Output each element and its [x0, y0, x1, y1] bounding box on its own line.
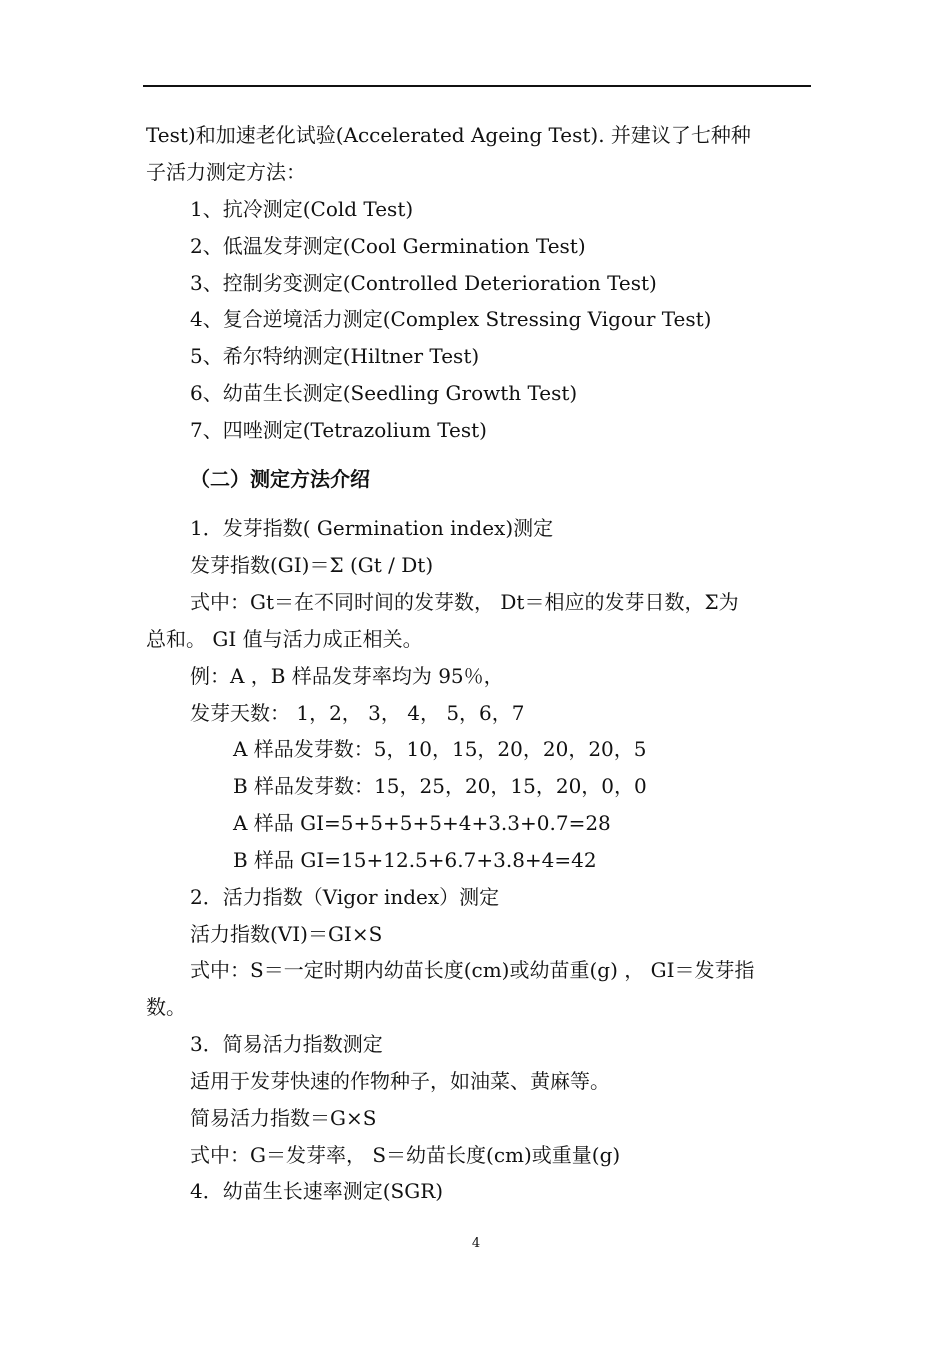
method-item-cold-test: 1、抗冷测定(Cold Test)	[190, 197, 414, 221]
simple-vi-title: 3．简易活力指数测定	[190, 1032, 383, 1056]
gi-sample-b-counts: B 样品发芽数：15，25，20，15，20，0，0	[233, 774, 647, 798]
sgr-title: 4．幼苗生长速率测定(SGR)	[190, 1179, 444, 1203]
page-number: 4	[471, 1236, 481, 1251]
gi-note-line-2: 总和。 GI 值与活力成正相关。	[146, 627, 423, 651]
vi-formula: 活力指数(VI)＝GI×S	[190, 922, 383, 946]
gi-sample-a-result: A 样品 GI=5+5+5+5+4+3.3+0.7=28	[233, 811, 611, 835]
gi-formula: 发芽指数(GI)＝Σ (Gt / Dt)	[190, 553, 434, 577]
gi-sample-b-result: B 样品 GI=15+12.5+6.7+3.8+4=42	[233, 848, 597, 872]
intro-line-2: 子活力测定方法：	[146, 160, 306, 184]
vi-title: 2．活力指数（Vigor index）测定	[190, 885, 500, 909]
simple-vi-note: 式中：G＝发芽率， S＝幼苗长度(cm)或重量(g)	[190, 1143, 621, 1167]
simple-vi-applicability: 适用于发芽快速的作物种子，如油菜、黄麻等。	[190, 1069, 610, 1093]
section-heading: （二）测定方法介绍	[190, 467, 370, 491]
method-item-seedling-growth-test: 6、幼苗生长测定(Seedling Growth Test)	[190, 381, 578, 405]
gi-example: 例：A ，B 样品发芽率均为 95％，	[190, 664, 504, 688]
gi-note-line-1: 式中：Gt＝在不同时间的发芽数， Dt＝相应的发芽日数，Σ为	[190, 590, 739, 614]
method-item-complex-stressing-vigour-test: 4、复合逆境活力测定(Complex Stressing Vigour Test)	[190, 307, 712, 331]
vi-note-line-2: 数。	[146, 995, 186, 1019]
gi-title: 1．发芽指数( Germination index)测定	[190, 516, 554, 540]
method-item-controlled-deterioration-test: 3、控制劣变测定(Controlled Deterioration Test)	[190, 271, 657, 295]
method-item-tetrazolium-test: 7、四唑测定(Tetrazolium Test)	[190, 418, 487, 442]
vi-note-line-1: 式中：S＝一定时期内幼苗长度(cm)或幼苗重(g) ， GI＝发芽指	[190, 958, 755, 982]
method-item-hiltner-test: 5、希尔特纳测定(Hiltner Test)	[190, 344, 480, 368]
header-rule	[143, 85, 811, 87]
gi-days: 发芽天数： 1，2， 3， 4， 5，6，7	[190, 701, 525, 725]
method-item-cool-germination-test: 2、低温发芽测定(Cool Germination Test)	[190, 234, 586, 258]
intro-line-1: Test)和加速老化试验(Accelerated Ageing Test). 并建议了七种种	[146, 123, 751, 147]
gi-sample-a-counts: A 样品发芽数：5，10，15，20，20，20，5	[233, 737, 647, 761]
simple-vi-formula: 简易活力指数＝G×S	[190, 1106, 377, 1130]
